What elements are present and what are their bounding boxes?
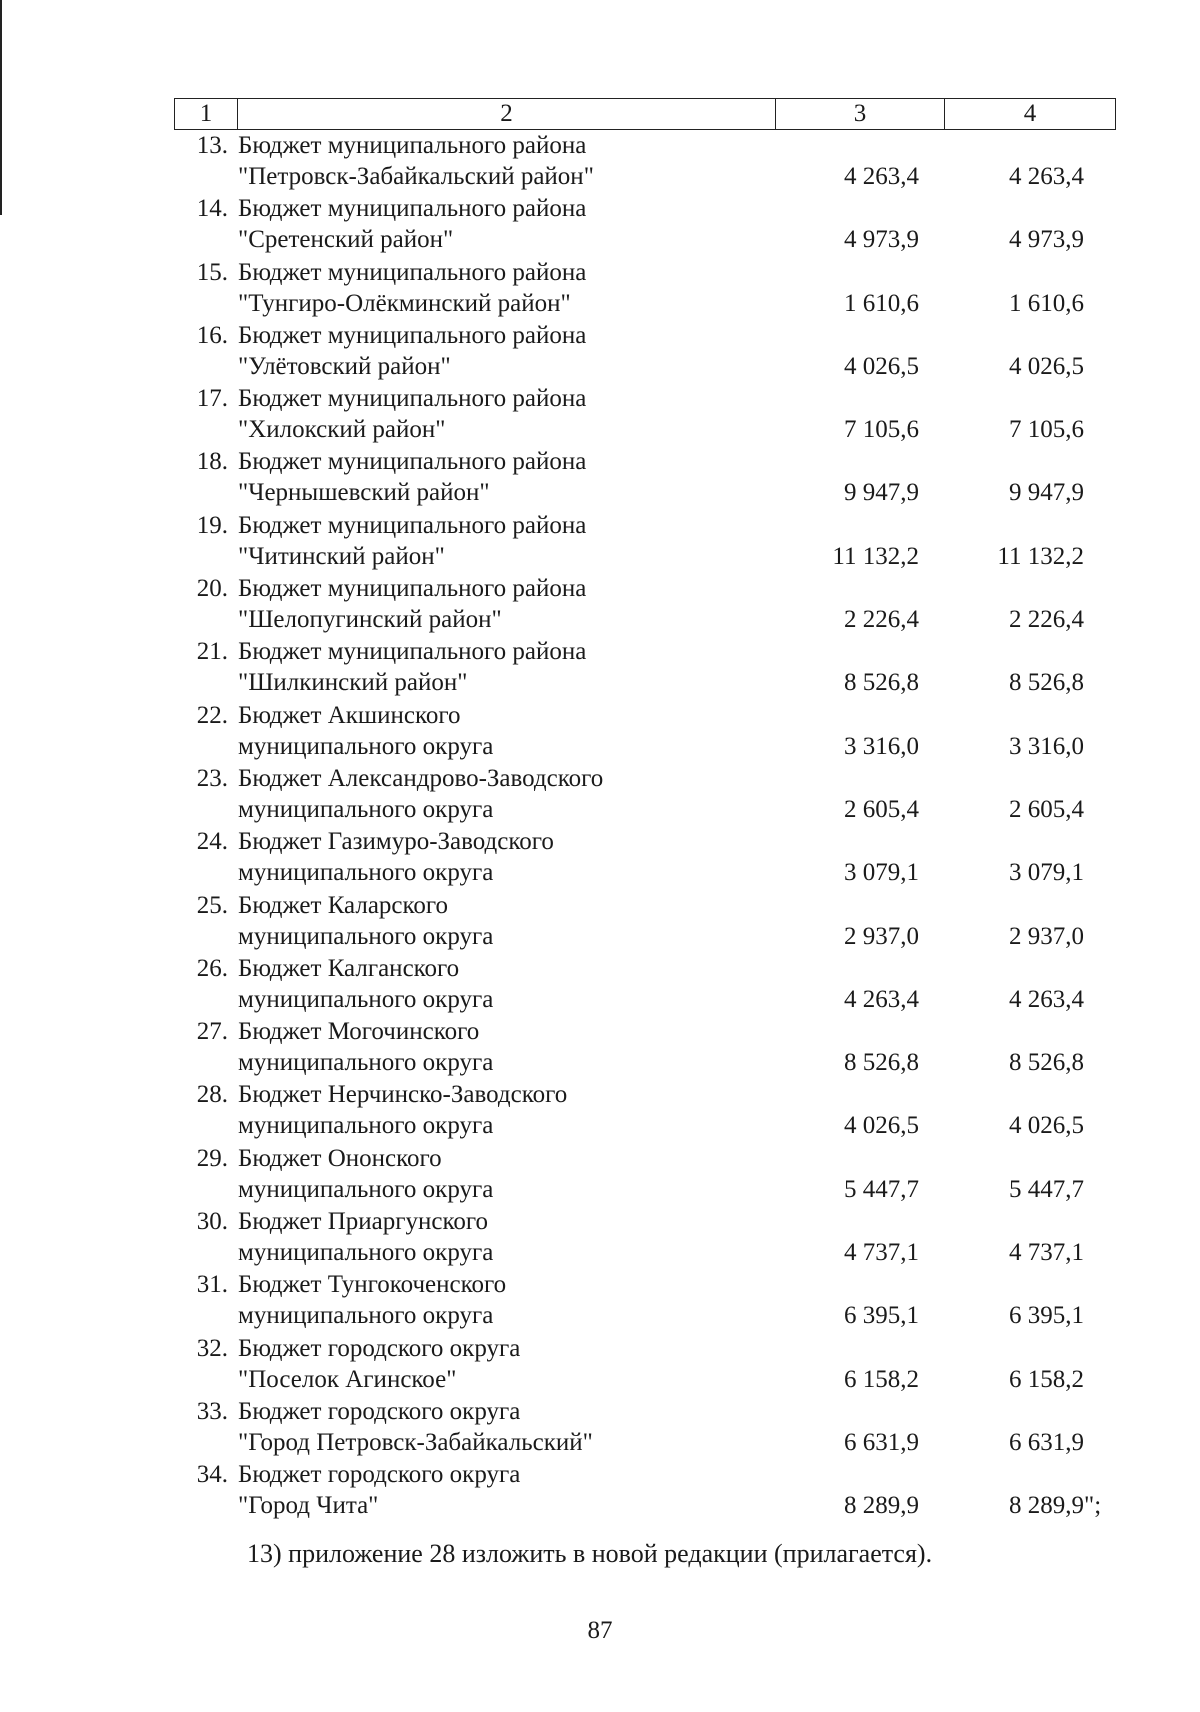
budget-name <box>238 890 493 952</box>
budget-name-line2: муниципального округа <box>238 1175 494 1203</box>
table-row <box>174 130 1134 193</box>
value-col-4 <box>1009 288 1084 319</box>
budget-name-line2: муниципального округа <box>238 1049 494 1077</box>
budget-name <box>238 1396 593 1458</box>
budget-name <box>238 573 586 635</box>
table-row <box>174 510 1134 573</box>
budget-name <box>238 1016 493 1078</box>
budget-name <box>238 320 586 382</box>
value-col-4 <box>1009 667 1084 698</box>
budget-name <box>238 1333 520 1395</box>
budget-name <box>238 763 603 825</box>
budget-name-line1: Бюджет Приаргунского <box>238 1208 488 1236</box>
budget-name-line1: Бюджет Акшинского <box>238 701 461 729</box>
footer-note: 13) приложение 28 изложить в новой редакции (прилагается). <box>247 1539 933 1568</box>
value-col-3: 4 026,5 <box>844 352 919 380</box>
budget-name <box>238 1459 520 1521</box>
budget-name-line1: Бюджет муниципального района <box>238 195 587 223</box>
value-col-3: 3 079,1 <box>844 859 919 887</box>
value-col-4 <box>1009 1364 1084 1395</box>
budget-name-line1: Бюджет городского округа <box>238 1334 521 1362</box>
value-col-4 <box>1009 1237 1084 1268</box>
value-col-4-text: 7 105,6 <box>1009 416 1084 444</box>
row-number: 16. <box>196 321 228 349</box>
budget-name <box>238 510 586 572</box>
budget-name <box>238 383 586 445</box>
value-col-4-text: 4 737,1 <box>1009 1239 1084 1267</box>
row-number: 25. <box>196 891 228 919</box>
table-row <box>174 763 1134 826</box>
value-col-3: 6 395,1 <box>844 1302 919 1330</box>
row-number: 27. <box>196 1018 228 1046</box>
budget-name <box>238 826 554 888</box>
budget-name-line1: Бюджет Калганского <box>238 954 460 982</box>
value-col-4 <box>1009 414 1084 445</box>
value-col-3: 7 105,6 <box>844 416 919 444</box>
budget-name <box>238 130 594 192</box>
row-number: 20. <box>196 575 228 603</box>
value-col-4-text: 2 605,4 <box>1009 795 1084 823</box>
value-col-3: 4 973,9 <box>844 226 919 254</box>
row-number: 13. <box>196 132 228 159</box>
value-col-4-text: 2 226,4 <box>1009 606 1084 634</box>
row-number: 14. <box>196 195 228 223</box>
budget-name-line1: Бюджет муниципального района <box>238 448 587 476</box>
table-body <box>174 130 1134 1523</box>
budget-name-line1: Бюджет Ононского <box>238 1144 442 1172</box>
table-row <box>174 1459 1134 1522</box>
budget-name-line2: "Хилокский район" <box>238 416 446 444</box>
value-col-3: 11 132,2 <box>832 542 919 570</box>
row-number: 17. <box>196 385 228 413</box>
table-row <box>174 1396 1134 1459</box>
budget-name <box>238 636 586 698</box>
row-number: 21. <box>196 638 228 666</box>
value-col-4 <box>1009 224 1084 255</box>
table-row <box>174 890 1134 953</box>
budget-name <box>238 193 586 255</box>
value-col-4 <box>1009 731 1084 762</box>
budget-name-line1: Бюджет муниципального района <box>238 575 587 603</box>
budget-name-line1: Бюджет муниципального района <box>238 132 587 159</box>
budget-name-line1: Бюджет Газимуро-Заводского <box>238 828 554 856</box>
value-col-3: 2 605,4 <box>844 795 919 823</box>
budget-name <box>238 446 586 508</box>
table-row <box>174 446 1134 509</box>
budget-name-line2: муниципального округа <box>238 922 494 950</box>
row-number: 29. <box>196 1144 228 1172</box>
header-col-1: 1 <box>175 99 238 130</box>
value-col-4-text: 6 631,9 <box>1009 1428 1084 1456</box>
budget-name-line1: Бюджет муниципального района <box>238 385 587 413</box>
value-col-3: 8 526,8 <box>844 1049 919 1077</box>
budget-name-line2: "Улётовский район" <box>238 352 451 380</box>
value-col-4 <box>1009 161 1084 192</box>
value-col-4-text: 11 132,2 <box>997 542 1084 570</box>
value-col-4-text: 4 263,4 <box>1009 163 1084 190</box>
value-col-4-text: 4 263,4 <box>1009 985 1084 1013</box>
budget-name-line2: "Сретенский район" <box>238 226 454 254</box>
value-col-4-text: 4 973,9 <box>1009 226 1084 254</box>
value-col-3: 8 289,9 <box>844 1492 919 1520</box>
row-number: 24. <box>196 828 228 856</box>
value-col-4 <box>1009 1427 1084 1458</box>
value-col-3: 4 263,4 <box>844 163 919 190</box>
table-row <box>174 826 1134 889</box>
value-col-3: 4 263,4 <box>844 985 919 1013</box>
value-col-3: 5 447,7 <box>844 1175 919 1203</box>
value-col-3: 6 158,2 <box>844 1365 919 1393</box>
value-col-4-text: 8 289,9 <box>1009 1492 1084 1520</box>
value-col-4-text: 4 026,5 <box>1009 352 1084 380</box>
budget-name <box>238 1143 493 1205</box>
table-row <box>174 193 1134 256</box>
budget-name-line2: "Чернышевский район" <box>238 479 490 507</box>
value-col-4 <box>1009 984 1084 1015</box>
value-col-3: 3 316,0 <box>844 732 919 760</box>
budget-name <box>238 257 586 319</box>
value-col-3: 4 026,5 <box>844 1112 919 1140</box>
header-col-3: 3 <box>776 99 945 130</box>
budget-name-line1: Бюджет городского округа <box>238 1397 521 1425</box>
row-number: 32. <box>196 1334 228 1362</box>
value-col-4-text: 2 937,0 <box>1009 922 1084 950</box>
budget-name-line2: "Тунгиро-Олёкминский район" <box>238 289 571 317</box>
table-row <box>174 257 1134 320</box>
budget-name-line2: муниципального округа <box>238 1302 494 1330</box>
row-number: 18. <box>196 448 228 476</box>
budget-name <box>238 953 493 1015</box>
value-col-4 <box>1009 477 1084 508</box>
budget-name-line2: "Шелопугинский район" <box>238 606 502 634</box>
row-number: 33. <box>196 1397 228 1425</box>
budget-name-line2: "Город Чита" <box>238 1492 379 1520</box>
budget-name-line1: Бюджет муниципального района <box>238 511 587 539</box>
value-col-4 <box>1009 1047 1084 1078</box>
value-col-4 <box>1009 351 1084 382</box>
value-col-4 <box>1009 1110 1084 1141</box>
value-col-4-text: 1 610,6 <box>1009 289 1084 317</box>
budget-name-line1: Бюджет Нерчинско-Заводского <box>238 1081 568 1109</box>
table-row <box>174 700 1134 763</box>
budget-name-line1: Бюджет Тунгокоченского <box>238 1271 507 1299</box>
value-col-4-text: 3 079,1 <box>1009 859 1084 887</box>
header-col-2: 2 <box>238 99 776 130</box>
value-col-4 <box>1009 1174 1084 1205</box>
value-col-4-text: 8 526,8 <box>1009 669 1084 697</box>
table-header <box>174 98 1116 130</box>
budget-name-line2: муниципального округа <box>238 1112 494 1140</box>
row-number: 31. <box>196 1271 228 1299</box>
value-col-3: 1 610,6 <box>844 289 919 317</box>
table-row <box>174 320 1134 383</box>
budget-name-line2: муниципального округа <box>238 985 494 1013</box>
budget-name-line2: "Петровск-Забайкальский район" <box>238 163 594 190</box>
row-number: 34. <box>196 1461 228 1489</box>
page-number: 87 <box>587 1617 613 1644</box>
value-col-4 <box>1009 1300 1084 1331</box>
budget-name <box>238 1079 567 1141</box>
value-col-3: 2 937,0 <box>844 922 919 950</box>
value-col-4 <box>1009 794 1084 825</box>
table-row <box>174 1206 1134 1269</box>
value-col-3: 2 226,4 <box>844 606 919 634</box>
budget-name-line2: муниципального округа <box>238 1239 494 1267</box>
budget-name-line2: муниципального округа <box>238 859 494 887</box>
value-col-4 <box>997 541 1084 572</box>
budget-name <box>238 700 493 762</box>
value-col-4-text: 9 947,9 <box>1009 479 1084 507</box>
table-row <box>174 636 1134 699</box>
header-col-4: 4 <box>945 99 1116 130</box>
budget-name <box>238 1206 493 1268</box>
table-row <box>174 1333 1134 1396</box>
budget-name-line1: Бюджет муниципального района <box>238 321 587 349</box>
value-col-4-text: 4 026,5 <box>1009 1112 1084 1140</box>
table-row <box>174 953 1134 1016</box>
value-col-4-text: 8 526,8 <box>1009 1049 1084 1077</box>
value-col-4-text: 3 316,0 <box>1009 732 1084 760</box>
value-col-4 <box>1009 1490 1102 1521</box>
budget-name-line1: Бюджет муниципального района <box>238 258 587 286</box>
row-number: 26. <box>196 954 228 982</box>
row-number: 30. <box>196 1208 228 1236</box>
value-col-4-text: 6 395,1 <box>1009 1302 1084 1330</box>
budget-name-line2: "Поселок Агинское" <box>238 1365 457 1393</box>
scan-edge-mark <box>0 0 2 215</box>
table-row <box>174 1079 1134 1142</box>
budget-name-line2: "Город Петровск-Забайкальский" <box>238 1428 593 1456</box>
row-number: 15. <box>196 258 228 286</box>
row-number: 22. <box>196 701 228 729</box>
table-row <box>174 573 1134 636</box>
budget-name-line1: Бюджет городского округа <box>238 1461 521 1489</box>
table-row <box>174 1016 1134 1079</box>
budget-name-line2: муниципального округа <box>238 732 494 760</box>
value-col-4 <box>1009 921 1084 952</box>
budget-name-line1: Бюджет Могочинского <box>238 1018 480 1046</box>
budget-name <box>238 1269 506 1331</box>
closing-quote: "; <box>1084 1492 1102 1520</box>
value-col-3: 4 737,1 <box>844 1239 919 1267</box>
row-number: 23. <box>196 764 228 792</box>
value-col-4-text: 6 158,2 <box>1009 1365 1084 1393</box>
value-col-4-text: 5 447,7 <box>1009 1175 1084 1203</box>
budget-name-line2: "Шилкинский район" <box>238 669 468 697</box>
table-row <box>174 1143 1134 1206</box>
value-col-3: 9 947,9 <box>844 479 919 507</box>
value-col-4 <box>1009 857 1084 888</box>
budget-name-line2: "Читинский район" <box>238 542 445 570</box>
budget-name-line2: муниципального округа <box>238 795 494 823</box>
value-col-4 <box>1009 604 1084 635</box>
budget-name-line1: Бюджет муниципального района <box>238 638 587 666</box>
row-number: 28. <box>196 1081 228 1109</box>
row-number: 19. <box>196 511 228 539</box>
table-row <box>174 383 1134 446</box>
budget-name-line1: Бюджет Каларского <box>238 891 449 919</box>
budget-name-line1: Бюджет Александрово-Заводского <box>238 764 604 792</box>
table-row <box>174 1269 1134 1332</box>
value-col-3: 8 526,8 <box>844 669 919 697</box>
value-col-3: 6 631,9 <box>844 1428 919 1456</box>
